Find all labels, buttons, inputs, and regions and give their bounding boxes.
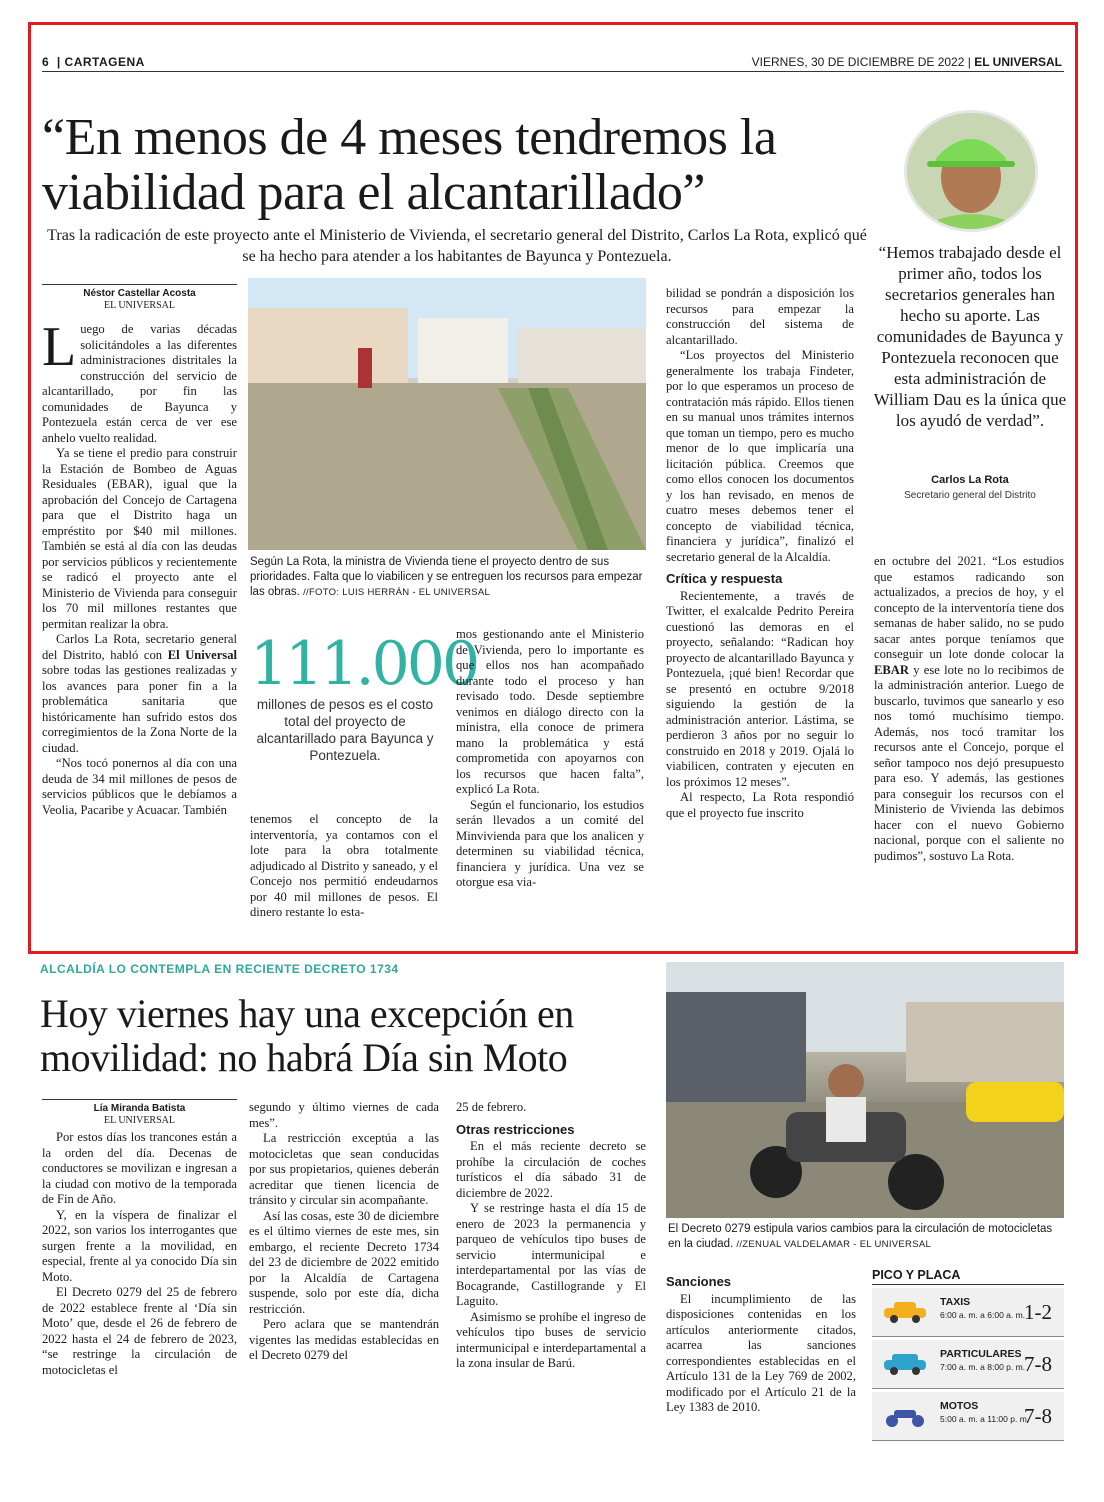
article2-subhead-restrictions: Otras restricciones — [456, 1121, 575, 1137]
motorcycle-icon — [880, 1404, 930, 1428]
article2-column-3: 25 de febrero. Otras restricciones En el más reciente decreto se prohíbe la circulación de coches turísticos el día sábado 31 de diciembre de 2022. Y se restringe hasta el día 15 de enero de 2023 la permanencia y parqueo de vehículos tipo buses de servicio intermunicipal e interdepartamental por las vías de Bocagrande, Castillogrande y El Laguito. Asimismo se prohíbe el ingreso de vehículos tipo buses de servicio intermunicipal e interdepartamental a la zona insular de Barú. — [456, 1100, 646, 1370]
article2-byline: Lía Miranda Batista EL UNIVERSAL — [93, 1103, 186, 1126]
article-photo — [248, 278, 646, 550]
pico-placa-box — [872, 1268, 1064, 1444]
quote-author: Carlos La Rota — [931, 474, 1009, 486]
car-icon — [880, 1352, 930, 1376]
article2-photo-caption: El Decreto 0279 estipula varios cambios para la circulación de motocicletas en la ciudad. //ZENUAL VALDELAMAR - EL UNIVERSAL — [668, 1223, 1053, 1250]
pico-placa-row-taxis: TAXIS 6:00 a. m. a 6:00 a. m. 1-2 — [872, 1288, 1064, 1337]
article2-photo — [666, 962, 1064, 1218]
article-column-2: tenemos el concepto de la interventoría, ya contamos con el lote para la obra totalmente adjudicado al Distrito y saneado, y el Concejo nos permitió endeudarnos por 40 mil millones de pesos. El dinero restante lo esta- — [250, 812, 438, 919]
article-column-4: bilidad se pondrán a disposición los recursos para empezar la construcción del sistema de alcantarillado. “Los proyectos del Ministerio generalmente los trabaja Findeter, por lo que esperamos un proceso de contratación más rápido. Ellos tienen en su manual unos trámites internos que toman un tiempo, pero es mucho menor de lo que implicaría una licitación pública. Creemos que como ellos conocen los documentos y los han revisado, en menos de cuatro meses debemos tener el concepto de viabilidad técnica, financiera y jurídica”, finalizó el secretario general de la Alcaldía. Crítica y respuesta Recientemente, a través de Twitter, el exalcalde Pedrito Pereira cuestionó las demoras en el proyecto, señalando: “Radican hoy proyecto de alcantarillado Bayunca y Pontezuela, ¡qué bien! Recordar que se presentó en octubre 9/2018 siguiendo la gestión de la administración anterior. Lástima, se perdieron 3 años por no seguir lo construido en 2018 y 2019. Ojalá lo viabilicen, contraten y ejecuten en los próximos 12 meses”. Al respecto, La Rota respondió que el proyecto fue inscrito — [666, 286, 854, 820]
article2-column-2: segundo y último viernes de cada mes”. La restricción exceptúa a las motocicletas que sean conducidas por sus propietarios, quienes deberán acreditar que tienen licencia de tránsito y circular sin acompañante. Así las cosas, este 30 de diciembre es el último viernes de este mes, sin embargo, el reciente Decreto 1734 del 23 de diciembre de 2022 emitido por la Alcaldía de Cartagena suspende, solo por este día, dicha restricción. Pero aclara que se mantendrán vigentes las medidas establecidas en el Decreto 0279 del — [249, 1100, 439, 1362]
drop-cap: L — [42, 316, 77, 378]
article2-byline-rule — [42, 1099, 237, 1100]
article-column-1: Luego de varias décadas solicitándoles a las diferentes administraciones distritales la construcción del servicio de alcantarillado, por fin las comunidades de Bayunca y Pontezuela están cerca de ver ese anhelo vuelto realidad. Ya se tiene el predio para construir la Estación de Bombeo de Aguas Residuales (EBAR), igual que la aprobación del Concejo de Cartagena para que el Distrito haga un empréstito por $40 mil millones. También se está al día con las deudas por servicios públicos y recientemente se radicó el proyecto ante el Ministerio de Vivienda para conseguir los 70 mil millones restantes que permitan realizar la obra. Carlos La Rota, secretario general del Distrito, habló con El Universal sobre todas las gestiones realizadas y los avances para poner fin a la problemática sanitaria que históricamente han sufrido estos dos corregimientos de la Zona Norte de la ciudad. “Nos tocó ponernos al día con una deuda de 34 mil millones de pesos de servicios públicos que le debíamos a Veolia, Pacaribe y Acuacar. También — [42, 316, 237, 817]
article-column-5: en octubre del 2021. “Los estudios que estamos radicando son actualizados, a precios de hoy, y el concepto de la interventoría tiene dos semanas de haber salido, no se pudo sacar antes porque teníamos que conseguir un lote donde colocar la EBAR y ese lote no lo recibimos de la administración anterior. Luego de buscarlo, tuvimos que sanearlo y eso nos tomó muchísimo tiempo. Además, nos tocó tramitar los recursos ante el Concejo, porque el señor tampoco nos dejó presupuesto para eso. Y además, las gestiones para conseguir los recursos con el Ministerio de Vivienda las debimos hacer con el nuevo Gobierno nacional, porque con el saliente no pudimos”, sostuvo La Rota. — [874, 554, 1064, 863]
article2-subhead-sanctions: Sanciones — [666, 1274, 732, 1289]
quote-role: Secretario general del Distrito — [904, 490, 1036, 501]
pull-quote: “Hemos trabajado desde el primer año, todos los secretarios generales han hecho su aporte. Las comunidades de Bayunca y Pontezuela reconocen que esta administración de William Dau es la única que los ayudó de verdad”. — [873, 243, 1067, 430]
byline: Néstor Castellar Acosta EL UNIVERSAL — [83, 288, 196, 311]
pico-placa-row-motos: MOTOS 5:00 a. m. a 11:00 p. m. 7-8 — [872, 1392, 1064, 1441]
page-date: VIERNES, 30 DE DICIEMBRE DE 2022 | EL UNIVERSAL — [751, 55, 1062, 69]
article2-headline: Hoy viernes hay una excepción en movilidad: no habrá Día sin Moto — [40, 991, 574, 1080]
article-column-3: mos gestionando ante el Ministerio de Vivienda, pero lo importante es que ellos nos han acompañado durante todo el proceso y han revisado todo. Desde septiembre venimos en diálogo directo con la ministra, ella conoce de primera mano la problemática y está comprometida con apoyarnos con los recursos que hacen falta”, explicó La Rota. Según el funcionario, los estudios serán llevados a un comité del Minvivienda para que los analicen y determinen su viabilidad técnica, financiera y jurídica. Una vez se otorgue esa via- — [456, 627, 644, 889]
article2-column-1: Por estos días los trancones están a la orden del día. Decenas de conductores se movilizan e ingresan a la ciudad con motivo de la temporada de Fin de Año. Y, en la víspera de finalizar el 2022, son varios los interrogantes que surgen frente a la movilidad, en especial, frente al ya conocido Día sin Moto. El Decreto 0279 del 25 de febrero de 2022 establece frente al ‘Día sin Moto’ que, desde el 26 de febrero de 2022 hasta el 24 de febrero de 2023, “se restringe la circulación de motocicletas el — [42, 1130, 237, 1377]
byline-rule — [42, 284, 237, 285]
article-subhead: Tras la radicación de este proyecto ante el Ministerio de Vivienda, el secretario general del Distrito, Carlos La Rota, explicó qué se ha hecho para atender a los habitantes de Bayunca y Pontezuela. — [47, 227, 867, 265]
photo-caption: Según La Rota, la ministra de Vivienda tiene el proyecto dentro de sus prioridades. Falta que lo viabilicen y se entreguen los recursos para empezar las obras. //FOTO: LUIS HERRÁN - EL UNIVERSAL — [250, 556, 643, 598]
pico-placa-row-particulares: PARTICULARES 7:00 a. m. a 8:00 p. m. 7-8 — [872, 1340, 1064, 1389]
article2-column-4: Sanciones El incumplimiento de las disposiciones contenidas en los artículos anteriormente citados, acarrea las sanciones correspondientes establecidas en el Artículo 131 de la Ley 769 de 2002, modificado por el Artículo 21 de la Ley 1383 de 2010. — [666, 1274, 856, 1414]
article-headline: “En menos de 4 meses tendremos la viabilidad para el alcantarillado” — [42, 109, 777, 221]
taxi-icon — [880, 1300, 930, 1324]
pico-placa-title: PICO Y PLACA — [872, 1268, 1064, 1285]
section-subhead: Crítica y respuesta — [666, 571, 783, 586]
author-portrait — [904, 110, 1038, 232]
article2-kicker: ALCALDÍA LO CONTEMPLA EN RECIENTE DECRETO 1734 — [40, 962, 399, 976]
big-number: 111.000 — [250, 629, 478, 699]
page-section: 6 | CARTAGENA — [42, 55, 145, 69]
header-rule — [42, 71, 1064, 72]
big-number-text: millones de pesos es el costo total del proyecto de alcantarillado para Bayunca y Pontezuela. — [256, 697, 434, 763]
